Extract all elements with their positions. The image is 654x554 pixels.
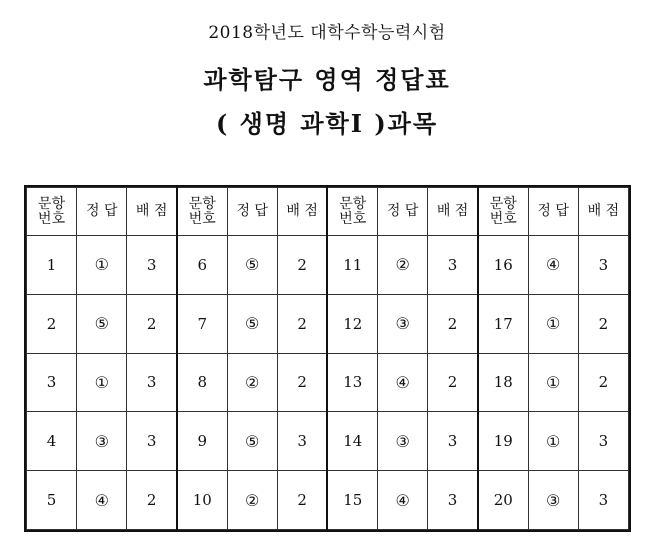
page-title: 과학탐구 영역 정답표 [203, 65, 451, 94]
col-header-answer: 정 답 [378, 188, 428, 236]
col-header-number-line1: 문항 [339, 195, 367, 212]
question-number-cell: 12 [327, 294, 377, 353]
points-cell: 3 [127, 353, 177, 412]
answer-cell: ② [227, 471, 277, 530]
answer-cell: ③ [77, 412, 127, 471]
answer-cell: ① [77, 353, 127, 412]
col-header-number [177, 188, 227, 236]
question-number-cell: 20 [478, 471, 528, 530]
points-cell: 3 [127, 412, 177, 471]
col-header-number-line2: 번호 [339, 210, 367, 227]
answer-cell: ① [528, 353, 578, 412]
points-cell: 3 [428, 236, 478, 295]
answer-cell: ② [227, 353, 277, 412]
col-header-number-line2: 번호 [38, 210, 66, 227]
col-header-points: 배 점 [277, 188, 327, 236]
col-header-points: 배 점 [578, 188, 628, 236]
answer-cell: ④ [528, 236, 578, 295]
header-row [27, 188, 629, 236]
points-cell: 2 [127, 294, 177, 353]
col-header-number [478, 188, 528, 236]
answer-cell: ② [378, 236, 428, 295]
question-number-cell: 2 [27, 294, 77, 353]
points-cell: 3 [428, 471, 478, 530]
col-header-number-line1: 문항 [188, 195, 216, 212]
col-header-points: 배 점 [127, 188, 177, 236]
points-cell: 2 [277, 471, 327, 530]
answer-cell: ⑤ [227, 294, 277, 353]
answer-table [24, 185, 631, 532]
col-header-answer: 정 답 [227, 188, 277, 236]
question-number-cell: 11 [327, 236, 377, 295]
question-number-cell: 1 [27, 236, 77, 295]
col-header-number [327, 188, 377, 236]
col-header-number-line1: 문항 [489, 195, 517, 212]
exam-subtitle: 2018학년도 대학수학능력시험 [208, 23, 446, 43]
points-cell: 2 [277, 294, 327, 353]
col-header-number [27, 188, 77, 236]
question-number-cell: 5 [27, 471, 77, 530]
col-header-points: 배 점 [428, 188, 478, 236]
answer-table-grid [26, 187, 629, 530]
points-cell: 3 [578, 471, 628, 530]
table-body [27, 236, 629, 530]
points-cell: 3 [277, 412, 327, 471]
answer-cell: ① [528, 412, 578, 471]
table-row [27, 294, 629, 353]
points-cell: 3 [578, 412, 628, 471]
question-number-cell: 19 [478, 412, 528, 471]
question-number-cell: 15 [327, 471, 377, 530]
question-number-cell: 7 [177, 294, 227, 353]
question-number-cell: 16 [478, 236, 528, 295]
col-header-number-line2: 번호 [489, 210, 517, 227]
answer-cell: ① [528, 294, 578, 353]
answer-cell: ⑤ [77, 294, 127, 353]
points-cell: 2 [277, 236, 327, 295]
col-header-number-line1: 문항 [38, 195, 66, 212]
answer-cell: ① [77, 236, 127, 295]
points-cell: 2 [578, 353, 628, 412]
points-cell: 3 [578, 236, 628, 295]
question-number-cell: 6 [177, 236, 227, 295]
answer-cell: ③ [378, 294, 428, 353]
subject-title: ( 생명 과학Ⅰ )과목 [215, 109, 439, 138]
answer-cell: ④ [378, 471, 428, 530]
table-row [27, 412, 629, 471]
points-cell: 2 [277, 353, 327, 412]
question-number-cell: 3 [27, 353, 77, 412]
question-number-cell: 4 [27, 412, 77, 471]
answer-cell: ④ [77, 471, 127, 530]
answer-cell: ④ [378, 353, 428, 412]
answer-cell: ⑤ [227, 236, 277, 295]
question-number-cell: 18 [478, 353, 528, 412]
col-header-answer: 정 답 [528, 188, 578, 236]
question-number-cell: 17 [478, 294, 528, 353]
col-header-answer: 정 답 [77, 188, 127, 236]
question-number-cell: 14 [327, 412, 377, 471]
points-cell: 2 [428, 294, 478, 353]
answer-cell: ③ [378, 412, 428, 471]
table-row [27, 353, 629, 412]
points-cell: 2 [428, 353, 478, 412]
col-header-number-line2: 번호 [188, 210, 216, 227]
question-number-cell: 9 [177, 412, 227, 471]
question-number-cell: 8 [177, 353, 227, 412]
table-row [27, 471, 629, 530]
points-cell: 2 [578, 294, 628, 353]
answer-cell: ⑤ [227, 412, 277, 471]
question-number-cell: 13 [327, 353, 377, 412]
answer-cell: ③ [528, 471, 578, 530]
points-cell: 3 [428, 412, 478, 471]
points-cell: 2 [127, 471, 177, 530]
question-number-cell: 10 [177, 471, 227, 530]
points-cell: 3 [127, 236, 177, 295]
table-row [27, 236, 629, 295]
